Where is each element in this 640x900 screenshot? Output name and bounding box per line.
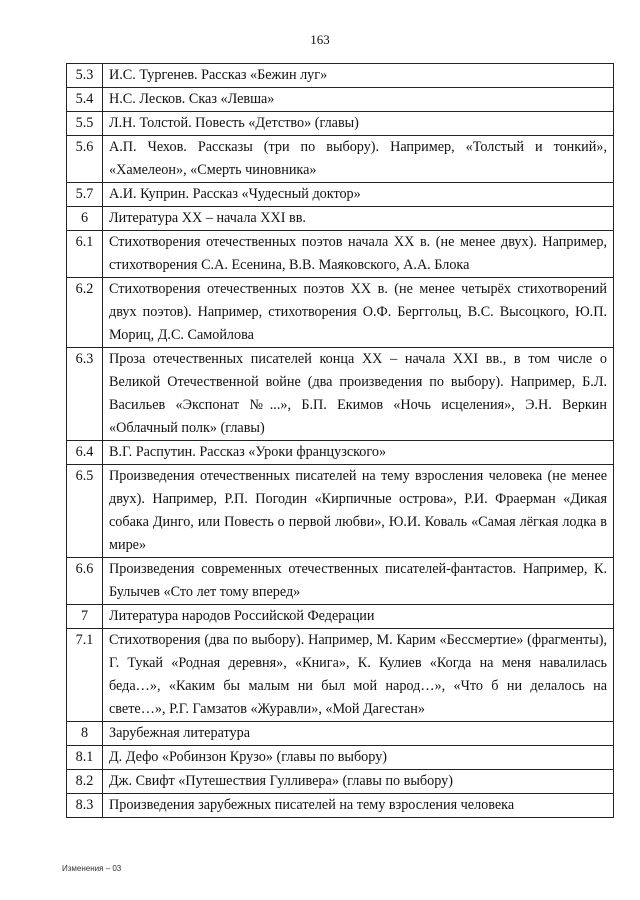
row-text: Зарубежная литература (103, 722, 614, 746)
row-number: 5.4 (67, 88, 103, 112)
row-text: Л.Н. Толстой. Повесть «Детство» (главы) (103, 112, 614, 136)
row-number: 6.5 (67, 465, 103, 558)
row-number: 7 (67, 605, 103, 629)
table-row (67, 231, 614, 278)
row-number: 6.3 (67, 348, 103, 441)
row-number: 6 (67, 207, 103, 231)
row-number: 5.3 (67, 64, 103, 88)
row-text: Стихотворения отечественных поэтов XX в. (не менее четырёх стихотворений двух поэтов). Например, стихотворения О.Ф. Берггольц, В.С. Высоцкого, Ю.П. Мориц, Д.С. Самойлова (103, 278, 614, 348)
table-row (67, 794, 614, 818)
row-text: А.И. Куприн. Рассказ «Чудесный доктор» (103, 183, 614, 207)
row-text: Дж. Свифт «Путешествия Гулливера» (главы по выбору) (103, 770, 614, 794)
page-number: 163 (310, 32, 330, 47)
table-row (67, 112, 614, 136)
table-row (67, 722, 614, 746)
row-number: 6.6 (67, 558, 103, 605)
row-text: И.С. Тургенев. Рассказ «Бежин луг» (103, 64, 614, 88)
row-number: 6.2 (67, 278, 103, 348)
row-text: Литература народов Российской Федерации (103, 605, 614, 629)
table-row (67, 465, 614, 558)
table-row (67, 183, 614, 207)
row-text: Проза отечественных писателей конца XX – начала XXI вв., в том числе о Великой Отечественной войне (два произведения по выбору). Например, Б.Л. Васильев «Экспонат №...», Б.П. Екимов «Ночь исцеления», Э.Н. Веркин «Облачный полк» (главы) (103, 348, 614, 441)
row-number: 7.1 (67, 629, 103, 722)
table-row (67, 441, 614, 465)
curriculum-table (66, 63, 614, 818)
row-number: 5.7 (67, 183, 103, 207)
row-text: Произведения современных отечественных писателей-фантастов. Например, К. Булычев «Сто лет тому вперед» (103, 558, 614, 605)
table-row (67, 558, 614, 605)
row-text: Стихотворения отечественных поэтов начала XX в. (не менее двух). Например, стихотворения С.А. Есенина, В.В. Маяковского, А.А. Блока (103, 231, 614, 278)
row-text: Д. Дефо «Робинзон Крузо» (главы по выбору) (103, 746, 614, 770)
table-row (67, 629, 614, 722)
row-number: 8.2 (67, 770, 103, 794)
table-row (67, 348, 614, 441)
table-row (67, 278, 614, 348)
row-text: Произведения зарубежных писателей на тему взросления человека (103, 794, 614, 818)
row-text: А.П. Чехов. Рассказы (три по выбору). Например, «Толстый и тонкий», «Хамелеон», «Смерть чиновника» (103, 136, 614, 183)
footer-revision-note: Изменения – 03 (62, 864, 122, 873)
row-number: 8.1 (67, 746, 103, 770)
table-row (67, 64, 614, 88)
row-number: 5.6 (67, 136, 103, 183)
table-row (67, 88, 614, 112)
row-number: 5.5 (67, 112, 103, 136)
table-row (67, 770, 614, 794)
row-text: В.Г. Распутин. Рассказ «Уроки французского» (103, 441, 614, 465)
row-text: Литература XX – начала XXI вв. (103, 207, 614, 231)
table-row (67, 605, 614, 629)
row-text: Н.С. Лесков. Сказ «Левша» (103, 88, 614, 112)
row-text: Произведения отечественных писателей на тему взросления человека (не менее двух). Например, Р.П. Погодин «Кирпичные острова», Р.И. Фраерман «Дикая собака Динго, или Повесть о первой любви», Ю.И. Коваль «Самая лёгкая лодка в мире» (103, 465, 614, 558)
table-row (67, 746, 614, 770)
row-number: 8.3 (67, 794, 103, 818)
table-row (67, 136, 614, 183)
row-number: 6.4 (67, 441, 103, 465)
row-number: 6.1 (67, 231, 103, 278)
row-number: 8 (67, 722, 103, 746)
table-row (67, 207, 614, 231)
row-text: Стихотворения (два по выбору). Например, М. Карим «Бессмертие» (фрагменты), Г. Тукай «Родная деревня», «Книга», К. Кулиев «Когда на меня навалилась беда…», «Каким бы малым ни был мой народ…», «Что б ни делалось на свете…», Р.Г. Гамзатов «Журавли», «Мой Дагестан» (103, 629, 614, 722)
